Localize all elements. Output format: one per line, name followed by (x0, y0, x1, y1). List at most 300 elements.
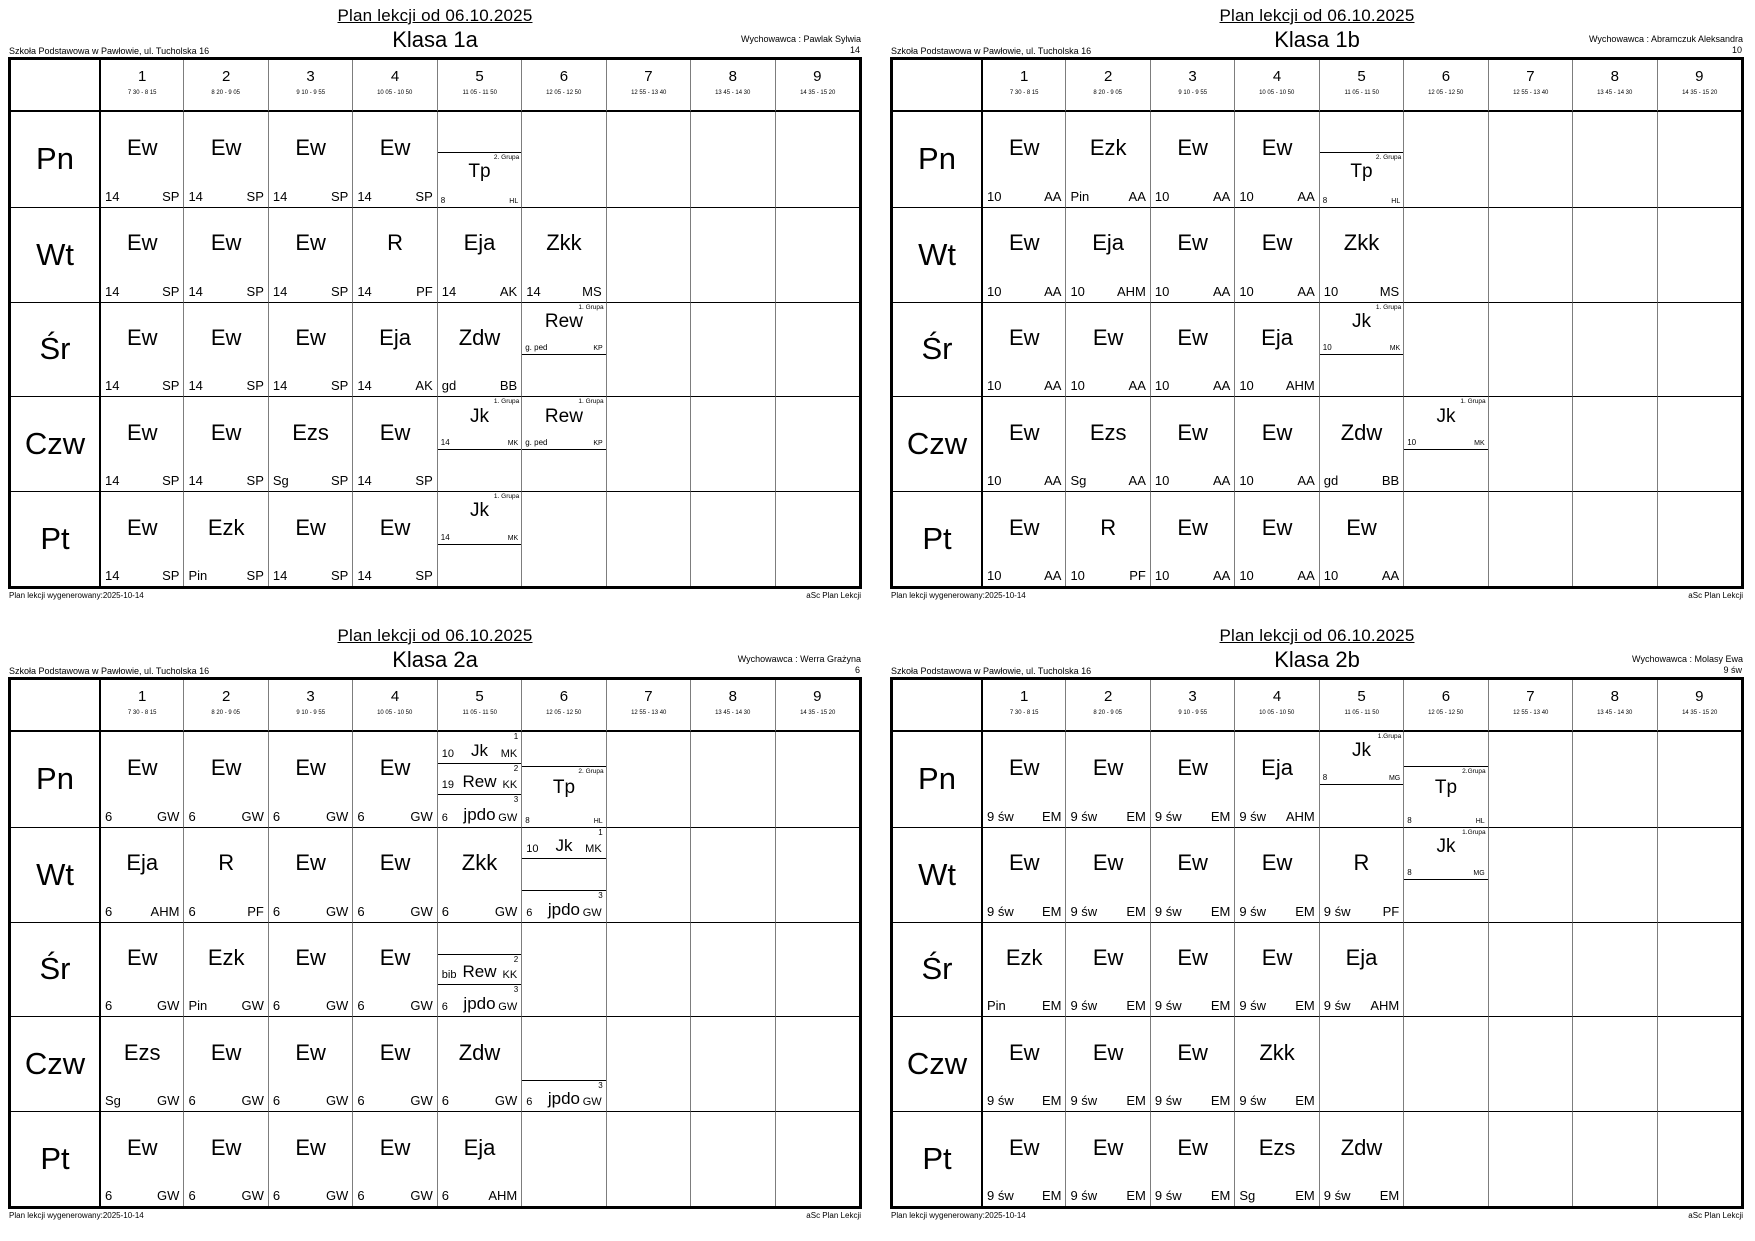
room-code: gd (441, 378, 457, 394)
teacher-code: GW (241, 808, 264, 824)
lesson-subcell (1404, 397, 1487, 450)
lesson-subrow (522, 1080, 605, 1111)
lesson-cell (521, 1016, 605, 1111)
lesson-cell (183, 491, 267, 586)
teacher-code: SP (330, 378, 349, 394)
period-header (183, 60, 267, 112)
room-code: 6 (188, 903, 196, 919)
empty-cell (1488, 302, 1572, 397)
teacher-code: EM (1041, 808, 1062, 824)
teacher-code: GW (410, 1188, 433, 1203)
subject: Ew (379, 1039, 411, 1065)
empty-cell (1488, 396, 1572, 491)
teacher-code: GW (241, 998, 264, 1014)
teacher-code: SP (415, 473, 433, 489)
subject: Ew (1092, 754, 1124, 780)
empty-cell (1403, 112, 1487, 207)
teacher-code: PF (416, 283, 433, 299)
period-header (1572, 60, 1656, 112)
lesson-cell (981, 396, 1065, 491)
teacher-code: AA (1044, 473, 1062, 489)
room-code: Sg (105, 1093, 121, 1109)
room-code: 9 św (987, 1188, 1014, 1203)
group-number: 1 (598, 827, 603, 837)
period-number: 6 (1441, 68, 1451, 85)
teacher-code: KP (593, 439, 603, 447)
lesson-subrow (522, 828, 605, 859)
subject: Ew (1008, 1039, 1040, 1065)
teacher-code: AA (1297, 473, 1315, 489)
subject: Ew (1008, 754, 1040, 780)
period-header (437, 680, 521, 732)
room-code: 6 (105, 998, 113, 1014)
room-code: 10 (1323, 568, 1339, 583)
subject: Zkk (1343, 230, 1380, 256)
teacher-code: EM (1295, 1188, 1315, 1203)
group-number: 3 (598, 1080, 603, 1090)
subject: R (387, 230, 403, 256)
period-time: 8 20 - 9 05 (1093, 89, 1123, 96)
lesson-cell (268, 302, 352, 397)
lesson-cell (1319, 827, 1403, 922)
empty-cell (606, 302, 690, 397)
period-header (606, 680, 690, 732)
room-code: 10 (1323, 283, 1339, 299)
lesson-subcell (1404, 766, 1487, 827)
lesson-cell (99, 396, 183, 491)
subject: Ew (379, 134, 411, 160)
room-code: 14 (441, 283, 457, 299)
period-number: 7 (1526, 688, 1535, 705)
lesson-cell (183, 207, 267, 302)
empty-cell (1657, 732, 1741, 827)
lesson-cell (99, 1016, 183, 1111)
room-code: 6 (272, 903, 281, 919)
subject: Ew (1261, 230, 1293, 256)
lesson-subcell (1404, 828, 1487, 881)
period-header (1234, 680, 1318, 732)
lesson-cell (183, 827, 267, 922)
teacher-code: SP (162, 188, 180, 204)
subject: Eja (463, 1134, 496, 1160)
teacher-code: GW (582, 1096, 602, 1109)
lesson-subcell (522, 766, 605, 827)
teacher-code: AA (1044, 283, 1062, 299)
subject: Ew (379, 1134, 411, 1160)
group-label: 1. Grupa (578, 303, 604, 311)
teacher-code: EM (1210, 1188, 1231, 1203)
lesson-cell (1150, 1016, 1234, 1111)
lesson-cell (1319, 922, 1403, 1017)
lesson-cell (1065, 112, 1149, 207)
room-code: 9 św (1070, 808, 1098, 824)
subject: Zdw (458, 325, 501, 351)
period-header (775, 680, 859, 732)
subject: Tp (1434, 776, 1458, 798)
empty-cell (606, 1111, 690, 1206)
lesson-cell (183, 732, 267, 827)
period-number: 1 (138, 688, 147, 705)
lesson-cell (437, 1016, 521, 1111)
period-number: 9 (813, 68, 822, 85)
room-code: 14 (105, 283, 120, 299)
subject: Zkk (546, 230, 582, 256)
period-time: 9 10 - 9 55 (296, 89, 325, 96)
room-code: 14 (357, 378, 372, 394)
lesson-subcell (438, 492, 521, 545)
subject: Ew (1261, 850, 1293, 876)
lesson-cell (981, 207, 1065, 302)
generated-note: Plan lekcji wygenerowany:2025-10-14 (891, 591, 1026, 600)
empty-cell (1572, 491, 1656, 586)
room-code: Sg (1070, 473, 1087, 489)
subject: Jk (555, 836, 573, 856)
period-time: 14 35 - 15 20 (799, 709, 835, 716)
lesson-cell (1319, 491, 1403, 586)
plan-title: Plan lekcji od 06.10.2025 (1219, 626, 1415, 645)
subject: Rew (462, 772, 497, 792)
empty-cell (606, 207, 690, 302)
empty-cell (1657, 827, 1741, 922)
empty-cell (606, 827, 690, 922)
teacher-code: AHM (488, 1188, 518, 1203)
lesson-cell (1150, 922, 1234, 1017)
room-code: 10 (1070, 568, 1085, 583)
timetable-grid (890, 57, 1744, 589)
day-label: Czw (893, 396, 981, 491)
group-number: 3 (598, 891, 603, 901)
lesson-cell (352, 112, 436, 207)
lesson-cell (99, 302, 183, 397)
teacher-code: MK (1389, 345, 1401, 353)
subject: Ezk (207, 514, 245, 540)
lesson-subrow (438, 764, 521, 796)
teacher-code: GW (410, 1093, 433, 1109)
empty-subrow (522, 1017, 605, 1048)
period-number: 2 (221, 688, 231, 705)
room-code: 10 (1239, 188, 1254, 204)
subject: Eja (463, 230, 496, 256)
empty-cell (1572, 396, 1656, 491)
subject: Ew (126, 1134, 158, 1160)
day-label: Wt (893, 207, 981, 302)
room-code: 10 (1239, 283, 1254, 299)
period-time: 8 20 - 9 05 (1093, 709, 1123, 716)
room-code: 9 św (1154, 1093, 1182, 1109)
subject: Ew (1177, 1039, 1208, 1065)
period-header (183, 680, 267, 732)
subject: Ew (295, 134, 326, 160)
subject: Zdw (458, 1039, 501, 1065)
subject: Ezs (292, 419, 329, 445)
period-number: 5 (475, 688, 484, 705)
period-number: 3 (1188, 68, 1197, 85)
teacher-code: AHM (1285, 808, 1315, 824)
teacher-code: HL (1475, 817, 1485, 825)
day-label: Śr (11, 922, 99, 1017)
lesson-subcell (438, 152, 521, 207)
teacher-code: SP (162, 283, 180, 299)
room-code: 14 (188, 378, 203, 394)
teacher-code: KK (502, 779, 518, 792)
room-code: 10 (987, 188, 1002, 204)
teacher-code: GW (325, 1093, 349, 1109)
period-header (1150, 680, 1234, 732)
group-number: 3 (513, 985, 519, 995)
lesson-cell (1319, 396, 1403, 491)
period-header (1657, 680, 1741, 732)
subject: Eja (126, 850, 159, 876)
subject: jpdo (547, 1089, 580, 1109)
room-code: 6 (357, 903, 365, 919)
subject: Jk (1351, 310, 1371, 332)
day-label: Pn (918, 141, 956, 177)
period-time: 7 30 - 8 15 (1009, 89, 1039, 96)
class-name: Klasa 1b (1274, 27, 1360, 52)
subject: Ew (1008, 514, 1040, 540)
room-code: 6 (441, 903, 449, 919)
teacher-code: GW (157, 998, 180, 1014)
lesson-subcell (1320, 152, 1403, 207)
subject: Tp (1350, 161, 1373, 183)
subject: Tp (552, 776, 576, 798)
teacher-code: MK (500, 747, 518, 760)
room-code: 6 (441, 1188, 449, 1203)
room-code: 6 (188, 808, 196, 824)
lesson-cell (268, 112, 352, 207)
empty-cell (775, 922, 859, 1017)
subject: Ew (126, 514, 158, 540)
lesson-cell (1234, 1016, 1318, 1111)
teacher-code: BB (1381, 473, 1400, 489)
subject: Ezs (1258, 1134, 1296, 1160)
subject: Ew (295, 945, 326, 971)
period-header (1657, 60, 1741, 112)
day-label: Śr (893, 302, 981, 397)
period-number: 8 (728, 68, 737, 85)
lesson-cell (1319, 207, 1403, 302)
empty-cell (1657, 207, 1741, 302)
room-code: 9 św (1154, 808, 1182, 824)
room-code: 6 (188, 1188, 196, 1203)
lesson-cell (99, 491, 183, 586)
room-code: Pin (987, 998, 1006, 1014)
lesson-cell (1403, 732, 1487, 827)
teacher-code: AA (1128, 188, 1146, 204)
room-code: 14 (357, 473, 372, 489)
period-time: 11 05 - 11 50 (462, 709, 497, 716)
room-code: 6 (105, 903, 113, 919)
lesson-cell (183, 1016, 267, 1111)
period-time: 10 05 - 10 50 (1259, 89, 1295, 96)
teacher-code: SP (246, 568, 264, 583)
subject: Ew (1177, 419, 1208, 445)
group-label: 2. Grupa (578, 768, 604, 776)
teacher-code: SP (415, 188, 433, 204)
empty-cell (775, 1016, 859, 1111)
subject: Eja (1261, 754, 1293, 780)
room-code: 9 św (1323, 1188, 1351, 1203)
lesson-subcell (1320, 303, 1403, 356)
period-time: 10 05 - 10 50 (1259, 709, 1295, 716)
empty-cell (521, 491, 605, 586)
empty-cell (1488, 1016, 1572, 1111)
teacher-code: EM (1041, 998, 1062, 1014)
homeroom-teacher: Wychowawca : Pawlak Sylwia (741, 34, 861, 44)
lesson-cell (437, 207, 521, 302)
subject: Ew (1177, 850, 1208, 876)
empty-cell (1488, 732, 1572, 827)
period-number: 2 (1103, 68, 1113, 85)
lesson-cell (1150, 302, 1234, 397)
period-time: 12 55 - 13 40 (1512, 89, 1548, 96)
lesson-cell (521, 302, 605, 397)
class-room: 10 (1731, 45, 1742, 55)
lesson-cell (352, 302, 436, 397)
teacher-code: AHM (1116, 283, 1146, 299)
teacher-code: SP (162, 568, 180, 583)
room-code: 9 św (1070, 1093, 1098, 1109)
room-code: 14 (357, 568, 372, 583)
empty-cell (690, 207, 774, 302)
room-code: 8 (1407, 815, 1412, 825)
lesson-cell (1319, 302, 1403, 397)
school-name: Szkoła Podstawowa w Pawłowie, ul. Tucholska 16 (891, 46, 1092, 56)
homeroom-teacher: Wychowawca : Werra Grażyna (737, 654, 861, 664)
room-code: 10 (1154, 568, 1170, 583)
period-number: 5 (475, 68, 484, 85)
subject: Ew (1008, 134, 1040, 160)
day-label: Śr (11, 302, 99, 397)
room-code: 9 św (987, 808, 1014, 824)
lesson-cell (183, 302, 267, 397)
lesson-cell (1150, 732, 1234, 827)
period-time: 11 05 - 11 50 (1344, 709, 1379, 716)
teacher-code: EM (1041, 903, 1062, 919)
subject: Ew (1008, 1134, 1040, 1160)
subject: Ew (295, 230, 326, 256)
room-code: 14 (105, 378, 120, 394)
teacher-code: SP (246, 283, 264, 299)
lesson-cell (1065, 827, 1149, 922)
subject: Jk (469, 405, 489, 427)
lesson-cell (981, 302, 1065, 397)
period-header (352, 680, 436, 732)
empty-cell (1488, 1111, 1572, 1206)
room-code: 8 (1407, 868, 1412, 878)
day-label: Czw (11, 1016, 99, 1111)
empty-cell (1657, 396, 1741, 491)
empty-cell (606, 732, 690, 827)
subject: Ew (295, 325, 326, 351)
room-code: 9 św (1154, 1188, 1182, 1203)
lesson-cell (352, 491, 436, 586)
lesson-cell (521, 827, 605, 922)
period-header (981, 680, 1065, 732)
teacher-code: AA (1212, 188, 1231, 204)
teacher-code: AA (1297, 188, 1315, 204)
lesson-cell (183, 922, 267, 1017)
room-code: 6 (357, 1188, 365, 1203)
timetable-klasa-1b (890, 6, 1744, 606)
teacher-code: GW (157, 808, 180, 824)
empty-subrow (522, 1049, 605, 1080)
period-time: 8 20 - 9 05 (211, 709, 241, 716)
lesson-cell (183, 112, 267, 207)
timetable-klasa-1a (8, 6, 862, 606)
lesson-cell (268, 827, 352, 922)
period-time: 10 05 - 10 50 (377, 89, 413, 96)
empty-subrow (522, 859, 605, 890)
period-time: 14 35 - 15 20 (799, 89, 835, 96)
empty-cell (690, 112, 774, 207)
empty-cell (1403, 1111, 1487, 1206)
room-code: 6 (272, 808, 281, 824)
teacher-code: SP (246, 188, 264, 204)
subject: Jk (470, 740, 488, 760)
empty-cell (1572, 1016, 1656, 1111)
period-time: 12 05 - 12 50 (546, 89, 582, 96)
teacher-code: AHM (1285, 378, 1315, 394)
period-time: 7 30 - 8 15 (127, 89, 157, 96)
lesson-cell (437, 1111, 521, 1206)
lesson-cell (1065, 302, 1149, 397)
teacher-code: SP (415, 568, 433, 583)
teacher-code: GW (325, 808, 349, 824)
subject: Ezk (207, 945, 245, 971)
teacher-code: GW (494, 903, 518, 919)
subject: Eja (1092, 230, 1125, 256)
lesson-cell (1234, 922, 1318, 1017)
teacher-code: GW (241, 1188, 264, 1203)
homeroom-teacher: Wychowawca : Molasy Ewa (1632, 654, 1743, 664)
teacher-code: MS (582, 283, 602, 299)
room-code: 6 (105, 1188, 113, 1203)
period-time: 7 30 - 8 15 (1009, 709, 1039, 716)
lesson-cell (1150, 491, 1234, 586)
lesson-cell (268, 1111, 352, 1206)
teacher-code: AA (1212, 378, 1231, 394)
teacher-code: EM (1126, 903, 1146, 919)
generated-note: Plan lekcji wygenerowany:2025-10-14 (9, 1211, 144, 1220)
teacher-code: EM (1210, 903, 1231, 919)
lesson-cell (981, 112, 1065, 207)
period-header (1488, 60, 1572, 112)
room-code: 10 (1239, 473, 1254, 489)
teacher-code: AA (1128, 378, 1146, 394)
period-header (1150, 60, 1234, 112)
room-code: Pin (188, 998, 208, 1014)
room-code: g. ped (525, 437, 548, 447)
timetable-grid (8, 677, 862, 1209)
empty-cell (1488, 827, 1572, 922)
lesson-cell (183, 396, 267, 491)
teacher-code: SP (330, 568, 349, 583)
day-label: Pt (893, 491, 981, 586)
teacher-code: GW (241, 1093, 264, 1109)
subject: Ew (1177, 945, 1208, 971)
room-code: 10 (1407, 437, 1417, 447)
subject: Ew (1177, 1134, 1208, 1160)
teacher-code: AHM (1370, 998, 1400, 1014)
room-code: 10 (1070, 283, 1085, 299)
brand-note: aSc Plan Lekcji (1688, 591, 1743, 600)
lesson-cell (1319, 1111, 1403, 1206)
lesson-cell (352, 1016, 436, 1111)
period-number: 5 (1357, 68, 1366, 85)
subject: Ew (379, 850, 411, 876)
room-code: Pin (188, 568, 208, 583)
